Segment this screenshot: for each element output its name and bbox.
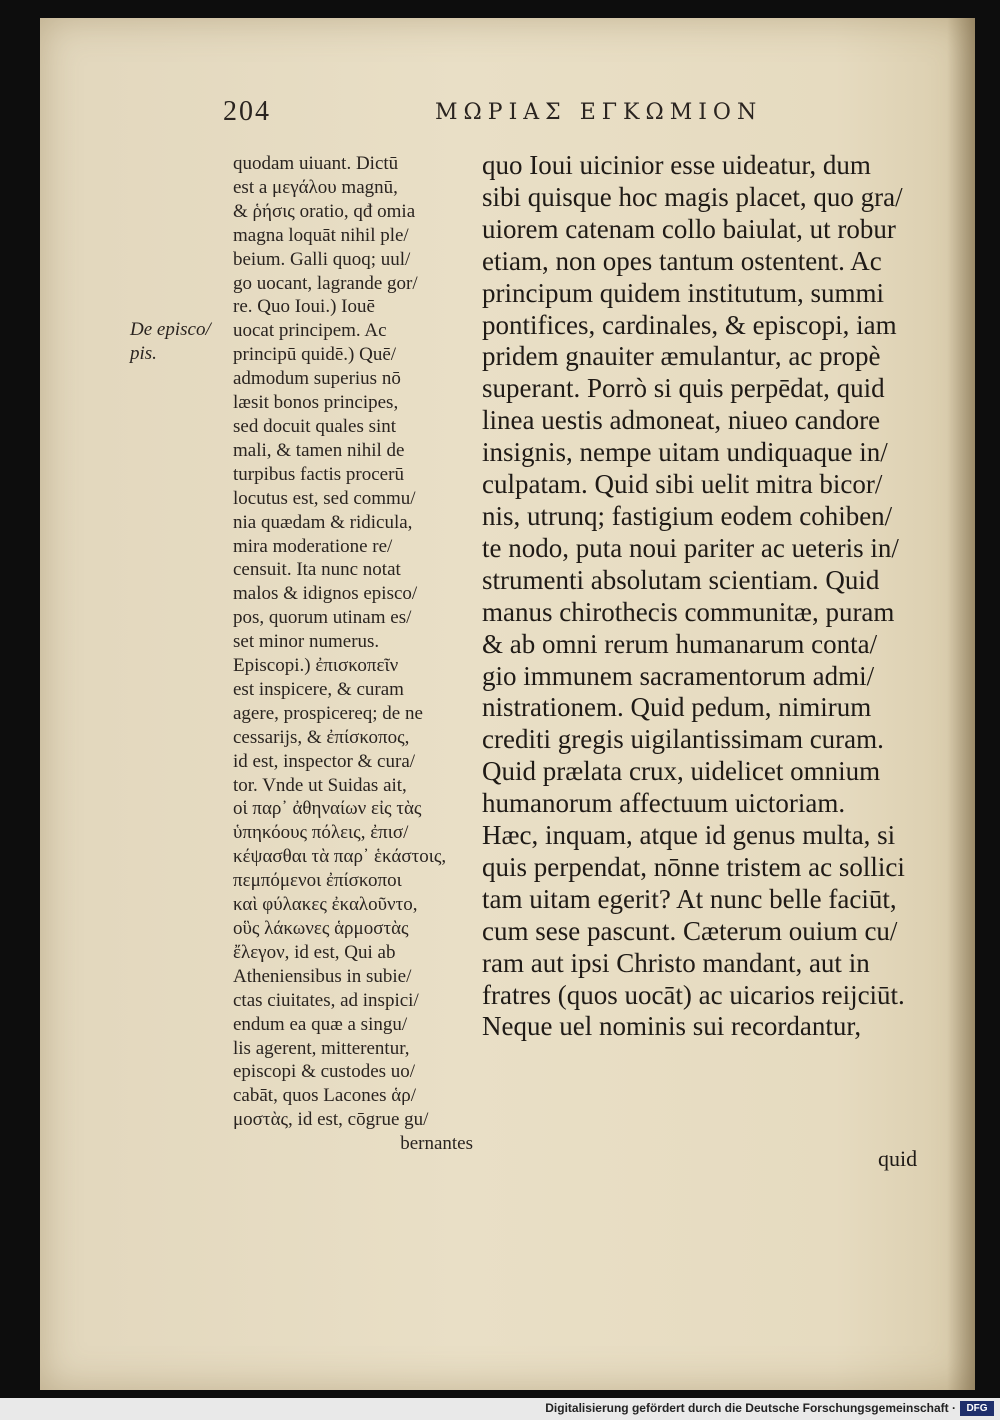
commentary-line: tor. Vnde ut Suidas ait, xyxy=(233,774,407,796)
commentary-line: mira moderatione re/ xyxy=(233,535,393,557)
commentary-line: est a μεγάλου magnū, xyxy=(233,176,398,198)
main-text-line: uiorem catenam collo baiulat, ut robur xyxy=(482,213,896,244)
commentary-line: Episcopi.) ἐπισκοπεῖν xyxy=(233,655,399,677)
commentary-line: agere, prospicereq; de ne xyxy=(233,702,423,724)
main-text-line: nistrationem. Quid pedum, nimirum xyxy=(482,692,872,723)
main-text-line: principum quidem institutum, summi xyxy=(482,277,884,308)
commentary-line: & ῥήσις oratio, qđ omia xyxy=(233,200,416,222)
main-text-line: superant. Porrò si quis perpēdat, quid xyxy=(482,373,885,404)
commentary-line: καὶ φύλακες ἐκαλοῦντο, xyxy=(233,894,418,916)
main-text-line: humanorum affectuum uictoriam. xyxy=(482,788,846,819)
commentary-line: ctas ciuitates, ad inspici/ xyxy=(233,989,419,1011)
margin-note-line: De episco/ xyxy=(130,319,211,340)
commentary-line: magna loquāt nihil ple/ xyxy=(233,224,409,246)
main-text-line: quis perpendat, nōnne tristem ac sollici xyxy=(482,851,905,882)
commentary-column xyxy=(233,152,473,1156)
commentary-line: episcopi & custodes uo/ xyxy=(233,1061,416,1083)
footer-credit: Digitalisierung gefördert durch die Deutsche Forschungsgemeinschaft · xyxy=(545,1401,956,1415)
main-text-line: pontifices, cardinales, & episcopi, iam xyxy=(482,309,897,340)
commentary-line: bernantes xyxy=(400,1133,473,1155)
commentary-line: admodum superius nō xyxy=(233,368,401,390)
commentary-line: Atheniensibus in subie/ xyxy=(233,965,412,987)
main-text-column xyxy=(482,150,952,1043)
commentary-line: ἔλεγον, id est, Qui ab xyxy=(233,941,396,963)
main-text-line: insignis, nempe uitam undiquaque in/ xyxy=(482,437,888,468)
main-text-line: Hæc, inquam, atque id genus multa, si xyxy=(482,820,896,851)
main-text-line: sibi quisque hoc magis placet, quo gra/ xyxy=(482,181,903,212)
page-number: 204 xyxy=(223,96,271,127)
commentary-line: quodam uiuant. Dictū xyxy=(233,153,399,174)
main-text-line: Quid prælata crux, uidelicet omnium xyxy=(482,756,881,787)
commentary-line: κέψασθαι τὰ παρ᾽ ἑκάστοις, xyxy=(233,846,447,868)
commentary-line: beium. Galli quoq; uul/ xyxy=(233,248,411,270)
main-text-line: linea uestis admoneat, niueo candore xyxy=(482,405,881,436)
main-text-line: etiam, non opes tantum ostentent. Ac xyxy=(482,245,882,276)
commentary-line: lis agerent, mitterentur, xyxy=(233,1037,410,1059)
commentary-line: cessarijs, & ἐπίσκοπος, xyxy=(233,726,410,748)
margin-note xyxy=(130,318,230,366)
main-text-line: ram aut ipsi Christo mandant, aut in xyxy=(482,947,870,978)
commentary-line: sed docuit quales sint xyxy=(233,415,397,437)
main-text-line: te nodo, puta noui pariter ac ueteris in/ xyxy=(482,532,899,563)
main-text-line: manus chirothecis communitæ, puram xyxy=(482,596,895,627)
commentary-line: go uocant, lagrande gor/ xyxy=(233,272,418,294)
main-text-line: Neque uel nominis sui recordantur, xyxy=(482,1011,862,1042)
commentary-line: principū quidē.) Quē/ xyxy=(233,344,397,366)
commentary-line: mali, & tamen nihil de xyxy=(233,439,405,461)
commentary-line: οἱ παρ᾽ ἀθηναίων εἰς τὰς xyxy=(233,798,422,820)
main-text-line: pridem gnauiter æmulantur, ac propè xyxy=(482,341,881,372)
commentary-line: cabāt, quos Lacones ἁρ/ xyxy=(233,1085,416,1107)
main-text-line: & ab omni rerum humanarum conta/ xyxy=(482,628,878,659)
running-head xyxy=(40,96,975,136)
main-text-line: tam uitam egerit? At nunc belle faciūt, xyxy=(482,883,897,914)
dfg-logo: DFG xyxy=(960,1401,994,1416)
commentary-line: set minor numerus. xyxy=(233,631,380,653)
commentary-line: malos & idignos episco/ xyxy=(233,583,418,605)
commentary-line: endum ea quæ a singu/ xyxy=(233,1013,408,1035)
commentary-line: locutus est, sed commu/ xyxy=(233,487,416,509)
commentary-line: pos, quorum utinam es/ xyxy=(233,607,412,629)
main-text-line: gio immunem sacramentorum admi/ xyxy=(482,660,875,691)
main-text-line: nis, utrunq; fastigium eodem cohiben/ xyxy=(482,500,893,531)
catchword: quid xyxy=(878,1146,918,1171)
commentary-line: πεμπόμενοι ἐπίσκοποι xyxy=(233,870,402,892)
commentary-line: ὑπηκόους πόλεις, ἐπισ/ xyxy=(233,822,409,844)
main-text-line: fratres (quos uocāt) ac uicarios reijciūt. xyxy=(482,979,905,1010)
commentary-line: οὓς λάκωνες ἁρμοστὰς xyxy=(233,918,409,939)
commentary-line: nia quædam & ridicula, xyxy=(233,511,413,533)
commentary-line: est inspicere, & curam xyxy=(233,678,404,700)
main-text-line: strumenti absolutam scientiam. Quid xyxy=(482,564,880,595)
main-text-line: quo Ioui uicinior esse uideatur, dum xyxy=(482,150,871,180)
commentary-line: μοστὰς, id est, cōgrue gu/ xyxy=(233,1109,429,1131)
commentary-line: turpibus factis procerū xyxy=(233,463,404,485)
commentary-line: re. Quo Ioui.) Iouē xyxy=(233,296,375,318)
commentary-line: id est, inspector & cura/ xyxy=(233,750,416,772)
main-text-line: crediti gregis uigilantissimam curam. xyxy=(482,724,884,755)
commentary-line: censuit. Ita nunc notat xyxy=(233,559,401,581)
book-page xyxy=(40,18,975,1390)
commentary-line: uocat principem. Ac xyxy=(233,320,387,342)
margin-note-line: pis. xyxy=(130,343,157,364)
running-title: ΜΩΡΙΑΣ ΕΓΚΩΜΙΟΝ xyxy=(435,100,763,125)
footer-bar xyxy=(0,1398,1000,1420)
main-text-line: culpatam. Quid sibi uelit mitra bicor/ xyxy=(482,469,883,500)
main-text-line: cum sese pascunt. Cæterum ouium cu/ xyxy=(482,915,898,946)
commentary-line: læsit bonos principes, xyxy=(233,392,399,414)
